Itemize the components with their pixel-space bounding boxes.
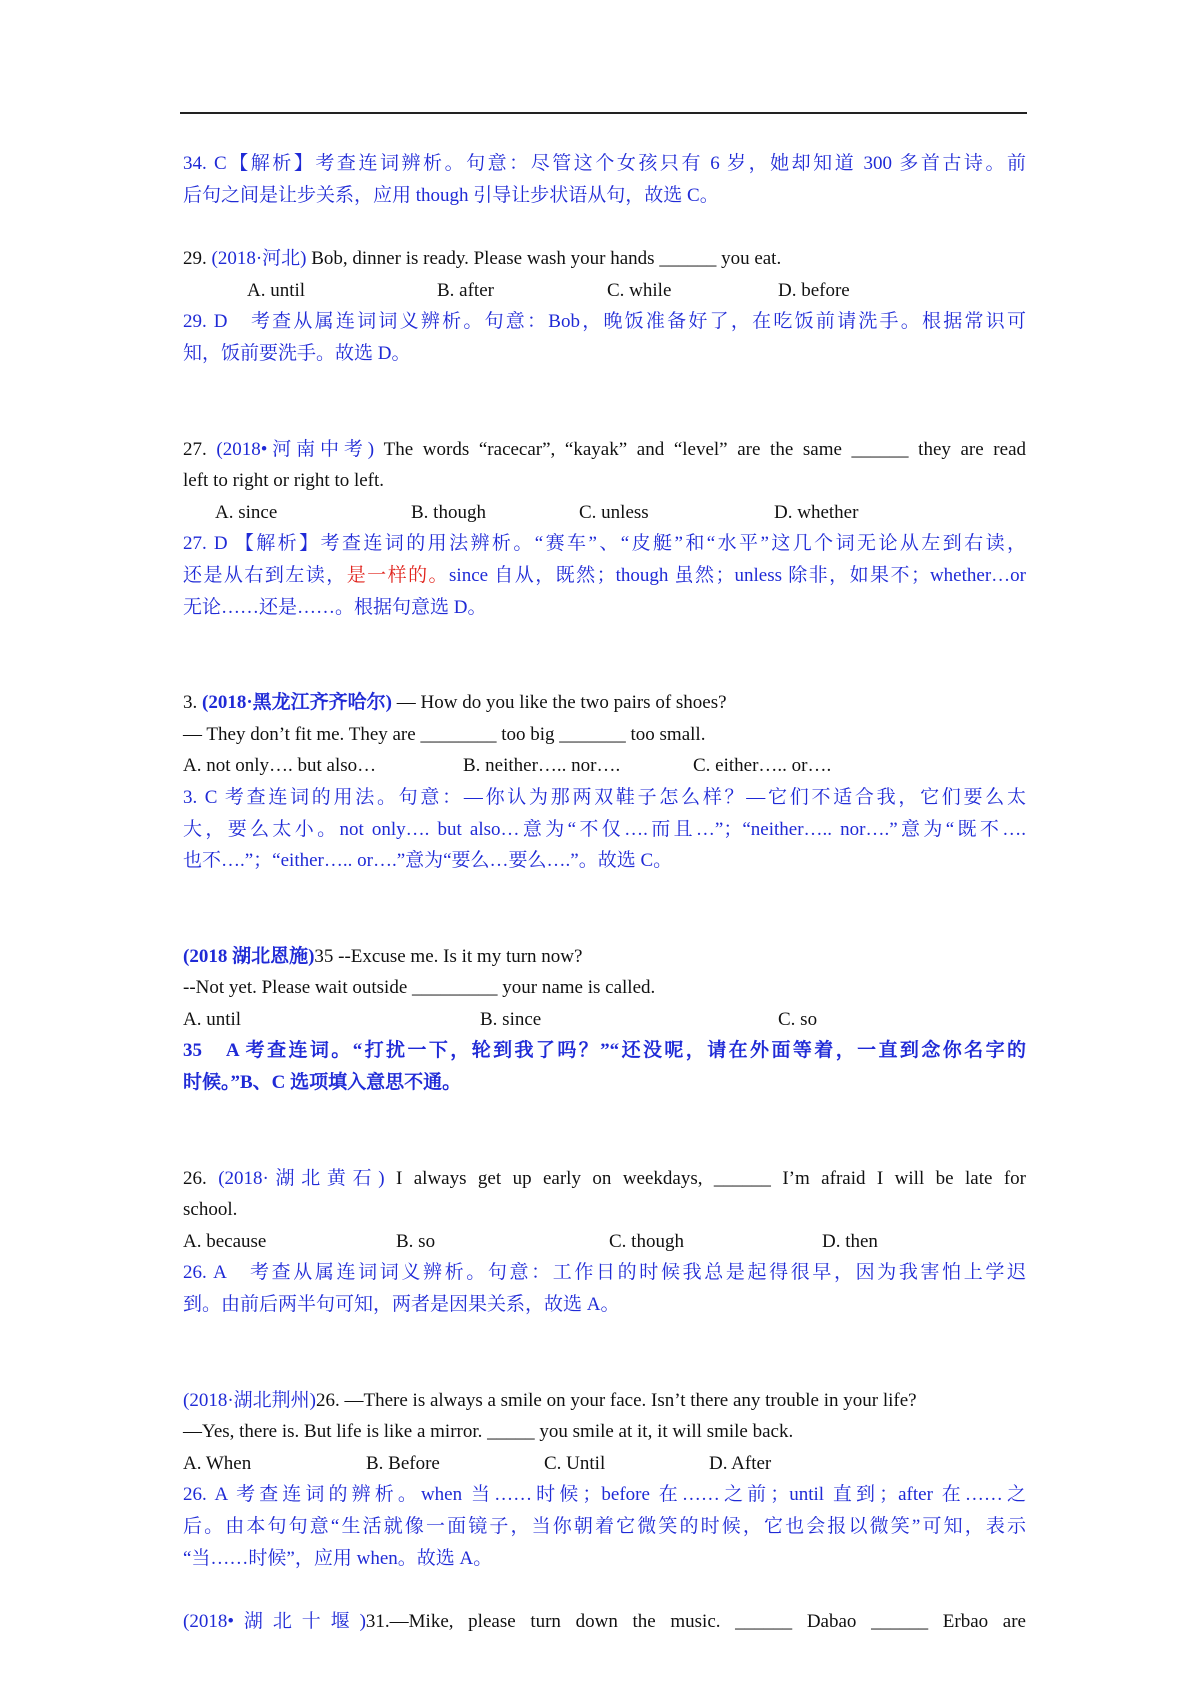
q3-answer-line3: 也不….”；“either….. or….”意为“要么…要么….”。故选 C。 [183,850,673,872]
header-rule [180,112,1027,114]
q27-stem-line1 [183,434,1026,466]
q26b-stem-text: 26. —There is always a smile on your face. Isn’t there any trouble in your life? [315,1389,917,1411]
q26a-source: (2018·湖北黄石) [218,1167,385,1189]
q3-stem-line2: — They don’t fit me. They are ________ too big _______ too small. [183,723,706,745]
q26a-stem-text: I always get up early on weekdays, ______ I’m afraid I will be late for [384,1167,1027,1189]
q27-option-c: C. unless [579,501,649,523]
q29-source: (2018·河北) [211,248,307,270]
q27-number: 27. [183,438,217,460]
q27-option-d: D. whether [774,501,859,523]
q3-number: 3. [183,692,202,714]
document-body [183,148,1026,1638]
q27-answer-line2-b: since 自从，既然；though 虽然；unless 除非，如果不；whether…or [449,564,1026,586]
q35-option-a: A. until [183,1008,242,1030]
q27-options [183,497,1026,529]
q35-stem-text: 35 --Excuse me. Is it my turn now? [314,945,583,967]
q35-block [183,941,1026,1099]
q27-answer-line2-a: 还是从右到左读， [183,564,347,586]
q26b-stem-line2: —Yes, there is. But life is like a mirror. _____ you smile at it, it will smile back. [183,1421,794,1443]
q3-option-a: A. not only…. but also… [183,755,377,777]
q27-option-a: A. since [215,501,278,523]
q3-options [183,750,1026,782]
q27-answer-highlight: 是一样的。 [346,564,450,586]
q26a-option-d: D. then [822,1230,878,1252]
q3-answer-line2: 大，要么太小。not only…. but also…意为“不仅….而且…”；“neither….. nor….”意为“既不…. [183,818,1026,840]
q26-huangshi-block [183,1163,1026,1321]
q3-source: (2018·黑龙江齐齐哈尔) [202,692,392,714]
q29-option-b: B. after [437,279,494,301]
q3-option-c: C. either….. or…. [693,755,832,777]
q26a-option-b: B. so [396,1230,436,1252]
q35-answer-line1: 35 A 考查连词。“打扰一下，轮到我了吗？”“还没呢，请在外面等着，一直到念你名字的 [183,1040,1026,1062]
q27-stem-text: The words “racecar”, “kayak” and “level” are the same ______ they are read [374,438,1026,460]
q27-answer-line2 [183,560,1026,592]
q3-stem-line1 [183,687,1026,719]
q26b-options [183,1448,1026,1480]
q26b-option-d: D. After [709,1452,772,1474]
q26a-number: 26. [183,1167,219,1189]
q31-block [183,1606,1026,1638]
q29-block [183,243,1026,369]
q26-jingzhou-block [183,1385,1026,1575]
q3-block [183,687,1026,877]
q35-source: (2018 湖北恩施) [183,945,315,967]
q27-block [183,434,1026,624]
q26b-answer-line2: 后。由本句句意“生活就像一面镜子，当你朝着它微笑的时候，它也会报以微笑”可知，表示 [183,1516,1026,1537]
q27-stem-line2: left to right or right to left. [183,470,385,492]
q35-answer-line2: 时候。”B、C 选项填入意思不通。 [183,1072,462,1094]
q26a-answer-line1: 26. A 考查从属连词词义辨析。句意：工作日的时候我总是起得很早，因为我害怕上学迟 [183,1262,1026,1284]
q29-option-a: A. until [247,279,306,301]
q29-option-d: D. before [778,279,850,301]
q35-stem-line1 [183,941,1026,973]
q27-source: (2018•河南中考) [216,438,375,460]
q26b-source: (2018·湖北荆州) [183,1389,316,1411]
q31-source: (2018•湖北十堰) [183,1611,366,1633]
q27-answer-line1: 27. D 【解析】考查连词的用法辨析。“赛车”、“皮艇”和“水平”这几个词无论从左到右读， [183,533,1026,555]
q29-stem-text: Bob, dinner is ready. Please wash your hands ______ you eat. [306,248,782,270]
q35-option-c: C. so [778,1008,818,1030]
q29-stem [183,243,1026,275]
q26b-answer-line1: 26. A 考查连词的辨析。when 当……时候；before 在……之前；until 直到；after 在……之 [183,1484,1026,1506]
q34-answer-line2: 后句之间是让步关系，应用 though 引导让步状语从句，故选 C。 [183,184,719,206]
q34-block [183,148,1026,211]
q26a-option-c: C. though [609,1230,684,1252]
q35-option-b: B. since [480,1008,542,1030]
q35-options [183,1004,1026,1036]
q26a-answer-line2: 到。由前后两半句可知，两者是因果关系，故选 A。 [183,1294,620,1316]
q26a-stem-line2: school. [183,1199,238,1221]
q26a-options [183,1226,1026,1258]
q29-answer-line1: 29. D 考查从属连词词义辨析。句意：Bob，晚饭准备好了，在吃饭前请洗手。根据常识可 [183,311,1026,333]
q26b-option-b: B. Before [366,1452,440,1474]
q29-number: 29. [183,248,212,270]
q26b-stem-line1 [183,1385,1026,1417]
q26b-answer-line3: “当……时候”，应用 when。故选 A。 [183,1547,493,1569]
q26a-option-a: A. because [183,1230,267,1252]
q27-answer-line3: 无论……还是……。根据句意选 D。 [183,596,487,618]
q31-stem-text: 31.—Mike, please turn down the music. ______ Dabao ______ Erbao are [365,1611,1026,1633]
q3-answer-line1: 3. C 考查连词的用法。句意：—你认为那两双鞋子怎么样？—它们不适合我，它们要么太 [183,786,1026,808]
q31-stem-line1 [183,1606,1026,1638]
q26b-option-c: C. Until [544,1452,606,1474]
q29-option-c: C. while [607,279,672,301]
q26b-option-a: A. When [183,1452,252,1474]
q3-stem-text: — How do you like the two pairs of shoes? [392,692,727,714]
q35-stem-line2: --Not yet. Please wait outside _________ your name is called. [183,977,656,999]
q34-answer-line1: 34. C【解析】考查连词辨析。句意：尽管这个女孩只有 6 岁，她却知道 300 多首古诗。前 [183,153,1026,174]
q29-answer-line2: 知，饭前要洗手。故选 D。 [183,342,411,364]
q26a-stem-line1 [183,1163,1026,1195]
q29-options [183,275,1026,307]
q27-option-b: B. though [411,501,486,523]
q3-option-b: B. neither….. nor…. [463,755,621,777]
